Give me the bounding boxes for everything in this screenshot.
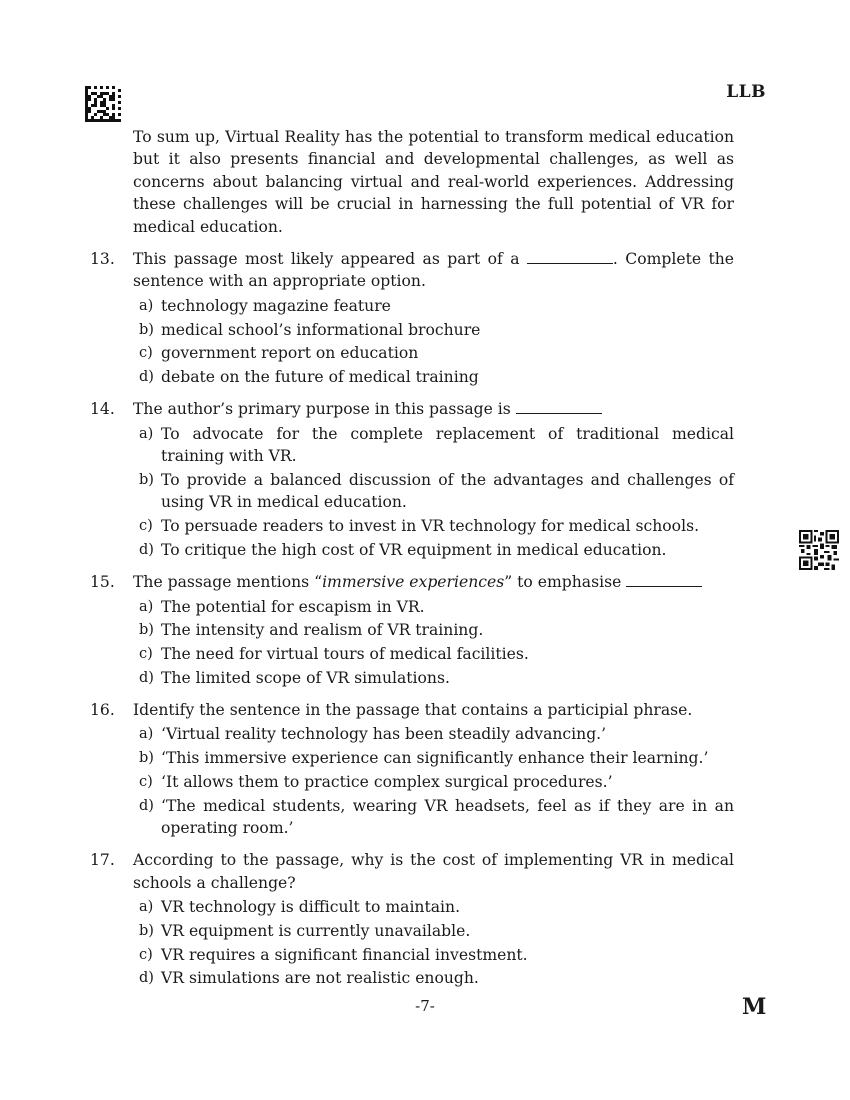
option: d) ‘The medical students, wearing VR headsets, feel as if they are in an operating room.’ (139, 796, 734, 837)
question-number: 17. (90, 851, 115, 870)
question-14 (90, 398, 734, 561)
option: d) debate on the future of medical training (139, 367, 479, 386)
option: a) To advocate for the complete replacement of traditional medical training with VR. (139, 424, 734, 466)
question-17 (90, 849, 734, 989)
question-text: This passage most likely appeared as part of a . Complete the sentence with an appropriate option. (133, 250, 734, 291)
option: d) To critique the high cost of VR equipment in medical education. (139, 540, 667, 559)
option: d) The limited scope of VR simulations. (139, 668, 450, 687)
question-number: 15. (90, 573, 115, 592)
passage-conclusion: To sum up, Virtual Reality has the potential to transform medical education but it also presents financial and developmental challenges, as well as concerns about balancing virtual and real-world experiences. Addressing these challenges will be crucial in harnessing the full potential of VR for medical education. (133, 128, 734, 236)
question-paper-content (90, 126, 734, 1000)
question-15 (90, 571, 734, 689)
question-text: Identify the sentence in the passage that contains a participial phrase. (133, 701, 693, 720)
option: a) The potential for escapism in VR. (139, 597, 425, 616)
option: c) government report on education (139, 344, 419, 363)
option: c) The need for virtual tours of medical facilities. (139, 644, 529, 663)
paper-code: LLB (726, 82, 766, 102)
option: d) VR simulations are not realistic enough. (139, 969, 479, 988)
datamatrix-code-top-left (84, 86, 122, 122)
option: b) To provide a balanced discussion of the advantages and challenges of using VR in medical education. (139, 470, 734, 512)
option: a) ‘Virtual reality technology has been steadily advancing.’ (139, 725, 607, 744)
page-number: -7- (415, 997, 435, 1015)
question-16 (90, 699, 734, 839)
option: c) VR requires a significant financial investment. (139, 945, 528, 964)
question-text: The passage mentions “immersive experiences” to emphasise (133, 571, 734, 593)
option: c) To persuade readers to invest in VR technology for medical schools. (139, 516, 700, 535)
answer-blank (516, 400, 602, 414)
answer-blank (626, 573, 702, 587)
answer-blank (527, 250, 613, 264)
question-number: 14. (90, 400, 115, 419)
question-number: 16. (90, 701, 115, 720)
qr-code-right (799, 530, 839, 570)
question-number: 13. (90, 250, 115, 269)
option: b) ‘This immersive experience can significantly enhance their learning.’ (139, 749, 709, 768)
option: c) ‘It allows them to practice complex surgical procedures.’ (139, 772, 613, 791)
question-text: According to the passage, why is the cost of implementing VR in medical schools a challenge? (133, 851, 734, 892)
option: b) medical school’s informational brochure (139, 320, 481, 339)
question-13 (90, 248, 734, 388)
option: b) The intensity and realism of VR training. (139, 621, 484, 640)
series-mark: M (742, 994, 767, 1020)
option: a) VR technology is difficult to maintain. (139, 898, 461, 917)
option: a) technology magazine feature (139, 296, 391, 315)
option: b) VR equipment is currently unavailable. (139, 921, 471, 940)
question-text: The author’s primary purpose in this passage is (133, 398, 734, 420)
